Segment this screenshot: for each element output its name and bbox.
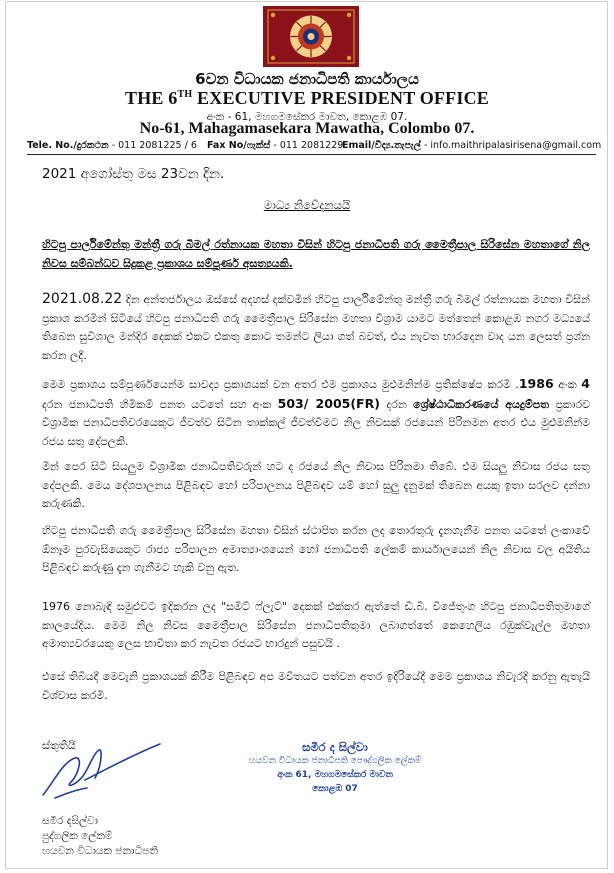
paragraph-3: මින් පෙර සිටි සියලුම විශ්‍රාමික ජනාධිපතිවරුන් හට ද රජයේ නිල නිවාස පිරිනමා තිබේ. එම සියලු නිවාස රජය සතු දේපලකි. මෙය දේශපාලනය පිළිබඳව හෝ පරිපාලනය පිළිබඳව යම් හෝ සුලු දැනුමක් තිබෙන අයකු ඉතා සරලව දන්නා කරුණකි. [42,460,590,510]
handwritten-signature [35,740,165,802]
signatory-title: පුද්ගලික ලේකම් [42,830,113,842]
email-info: Email/විද්‍ය.තැපැල් - info.maithripalasirisena@gmail.com [342,140,602,151]
signatory-block [42,814,158,859]
closing-thanks: ස්තුතියි [42,739,76,752]
paragraph-1: 2021.08.22 දින අන්තර්ජාලය ඔස්සේ අදහස් දක්වමින් හිටපු පාර්ලිමේන්තු මන්ත්‍රී ගරු බිමල් රත්නායක මහතා විසින් ප්‍රකාශ කරමින් සිටියේ හිටපු ජනාධිපති ගරු මෛත්‍රීපාල සිරිසේන මහතා විශ්‍රාම යාමට මත්තෙන් කොළඹ නගර මධ්‍යයේ තිබෙන සුවිශාල මන්දිර දෙකක් එකට එකතු කොට තමන්ට ලියා ගත් බවත්, එය නැවත භාරදෙන වාද යන ලෙසත් ප්‍රශ්න කරන ලදී. [42,291,590,362]
paragraph-5: 1976 නොබැඳි සමුළුවට ඉදිකරන ලද "සමිට් ෆ්ලැට්" දෙකක් එක්කර ඇත්තේ ඩී.බී. විජේතුංග හිටපු ජනාධිපතිතුමාගේ කාලයේදිය. මෙම නිල නිවස මෛත්‍රීපාල සිරිසේන ජනාධිපතිතුමා ලබාගත්තේ කෙහෙලිය රඹුක්වැල්ල මහතා අමාත්‍යවරයෙකු ලෙස භාවිතා කර නැවත රජයට භාරදුන් පසුවයි . [42,600,590,650]
paragraph-4: හිටපු ජනාධිපති ගරු මෛත්‍රීපාල සිරිසේන මහතා විසින් ස්ථාපිත කරන ලද තොරතුරු දැනගැනීම පනත යටතේ ලංකාවේ ඕනෑම පුරවැසියෙකුට රාජ්‍ය පරිපාලන අමාත්‍යාංශයෙන් හෝ ජනාධිපති ලේකම් කාර්යාලයෙන් නිල නිවාස වල අයිතිය පිළිබඳව කරුණු දැන ගැනීමට හැකි වනු ඇත. [42,524,590,574]
signatory-office: හයවන විධායක ජනාධිපති [42,845,158,857]
official-stamp: සමීර ද සිල්වා හයවන විධායක ජනාධිපති පෞද්ගලික ලේකම් අංක 61, මහගමසේකර මාවත කොළඹ 07 [248,740,422,794]
office-title-english: THE 6TH EXECUTIVE PRESIDENT OFFICE [124,88,489,108]
letter-date: 2021 අගෝස්තු මස 23වන දින. [42,166,225,182]
signatory-name: සමීර දසිල්වා [42,815,99,827]
document-heading: මාධ්‍ය නිවේදනයයි [263,198,351,212]
header-divider [27,154,596,155]
subject-paragraph [42,236,590,273]
tele-info: Tele. No./දුරකථන - 011 2081225 / 6 [27,140,197,151]
address-english: No-61, Mahagamasekara Mawatha, Colombo 07. [139,120,475,137]
office-emblem-logo [263,6,359,67]
paragraph-2: මෙම ප්‍රකාශය සම්පූර්ණයෙන්ම සාවද්‍ය ප්‍රකාශයක් වන අතර එම ප්‍රකාශය මුළුමනින්ම ප්‍රතික්ෂේප කරමි .1986 අංක 4 දරන ජනාධිපති හිමිකම් පනත යටතේ සහ අංක 503/ 2005(FR) දරන ශ්‍රේෂ්ඨාධිකරණයේ අයදුම්පත ප්‍රකාරව විශ්‍රාමික ජනාධිපතිවරයෙකුට ජීවත්ව සිටින තාක්කල් ජීවත්වීමට නිල නිවසක් රජයෙන් පිරිනමන අතර එය මුළුමනින්ම රජය සතු දේපලකි. [42,376,591,448]
address-sinhala: අංක - 61, මහගමසේකර මාවත, කොළඹ 07. [206,111,408,123]
paragraph-6: එසේ තිබියදී මෙවැනි ප්‍රකාශයක් කිරීම පිළිබඳව අප මවිතයට පත්වන අතර ඉදිරියේදී මෙම ප්‍රකාශය නිවැරදි කරනු ඇතැයි විශ්වාස කරමි. [42,670,590,702]
fax-info: Fax No/ෆැක්ස් - 011 2081229 [207,140,344,151]
office-title-sinhala: 6වන විධායක ජනාධිපති කාර්යාලය [195,70,419,88]
subject-line: හිටපු පාර්ලිමේන්තු මන්ත්‍රී ගරු බිමල් රත්නායක මහතා විසින් හිටපු ජනාධිපති ගරු මෛත්‍රීපාල සිරිසේන මහතාගේ නිල නිවස සම්බන්ධව සිදුකළ ප්‍රකාශය සම්පූර්ණ අසත්‍යයකි. [42,238,590,270]
